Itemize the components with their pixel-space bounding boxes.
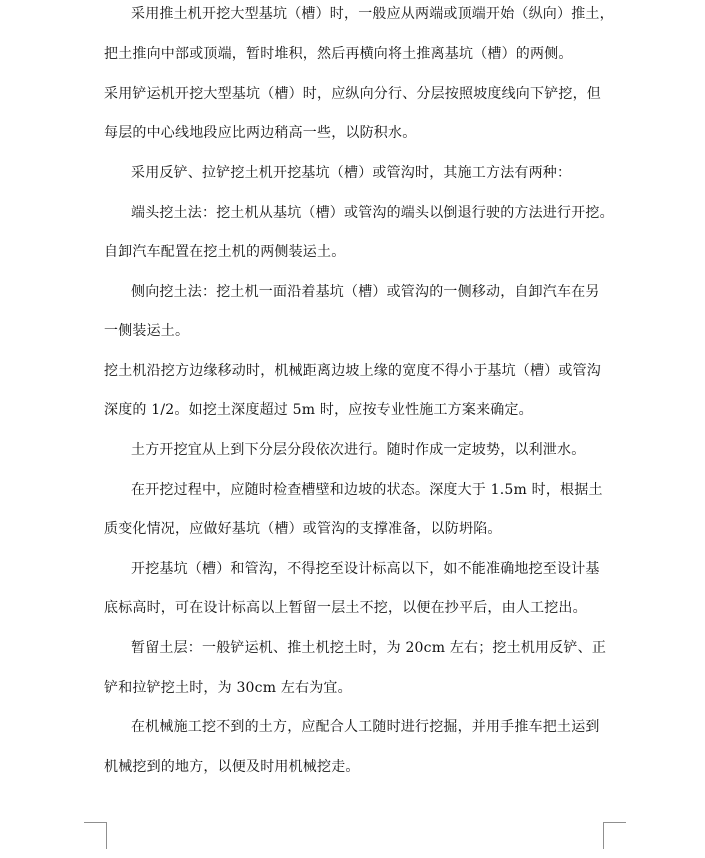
text-line: 质变化情况，应做好基坑（槽）或管沟的支撑准备，以防坍陷。 — [104, 521, 502, 537]
page-margin-mark-left — [84, 822, 107, 849]
text-line: 挖土机沿挖方边缘移动时，机械距离边坡上缘的宽度不得小于基坑（槽）或管沟 — [104, 363, 601, 379]
text-line: 自卸汽车配置在挖土机的两侧装运土。 — [104, 244, 346, 260]
text-line: 每层的中心线地段应比两边稍高一些，以防积水。 — [104, 125, 417, 141]
text-line: 在机械施工挖不到的土方，应配合人工随时进行挖掘，并用手推车把土运到 — [131, 719, 600, 735]
text-line: 侧向挖土法：挖土机一面沿着基坑（槽）或管沟的一侧移动，自卸汽车在另 — [131, 284, 600, 300]
text-line: 铲和拉铲挖土时，为 30cm 左右为宜。 — [104, 680, 352, 696]
text-line: 采用铲运机开挖大型基坑（槽）时，应纵向分行、分层按照坡度线向下铲挖，但 — [104, 86, 601, 102]
text-line: 一侧装运土。 — [104, 323, 190, 339]
page-margin-mark-right — [603, 822, 626, 849]
text-line: 深度的 1/2。如挖土深度超过 5m 时，应按专业性施工方案来确定。 — [104, 402, 533, 418]
text-line: 在开挖过程中，应随时检查槽壁和边坡的状态。深度大于 1.5m 时，根据土 — [131, 482, 603, 498]
text-line: 土方开挖宜从上到下分层分段依次进行。随时作成一定坡势，以利泄水。 — [131, 442, 586, 458]
text-line: 开挖基坑（槽）和管沟，不得挖至设计标高以下，如不能准确地挖至设计基 — [131, 561, 600, 577]
text-line: 暂留土层：一般铲运机、推土机挖土时，为 20cm 左右；挖土机用反铲、正 — [131, 640, 607, 656]
text-line: 采用推土机开挖大型基坑（槽）时，一般应从两端或顶端开始（纵向）推土， — [131, 6, 614, 22]
text-line: 采用反铲、拉铲挖土机开挖基坑（槽）或管沟时，其施工方法有两种： — [131, 165, 572, 181]
text-line: 把土推向中部或顶端，暂时堆积，然后再横向将土推离基坑（槽）的两侧。 — [104, 46, 573, 62]
text-line: 机械挖到的地方，以便及时用机械挖走。 — [104, 759, 360, 775]
text-line: 端头挖土法：挖土机从基坑（槽）或管沟的端头以倒退行驶的方法进行开挖。 — [131, 205, 614, 221]
text-line: 底标高时，可在设计标高以上暂留一层土不挖，以便在抄平后，由人工挖出。 — [104, 600, 587, 616]
